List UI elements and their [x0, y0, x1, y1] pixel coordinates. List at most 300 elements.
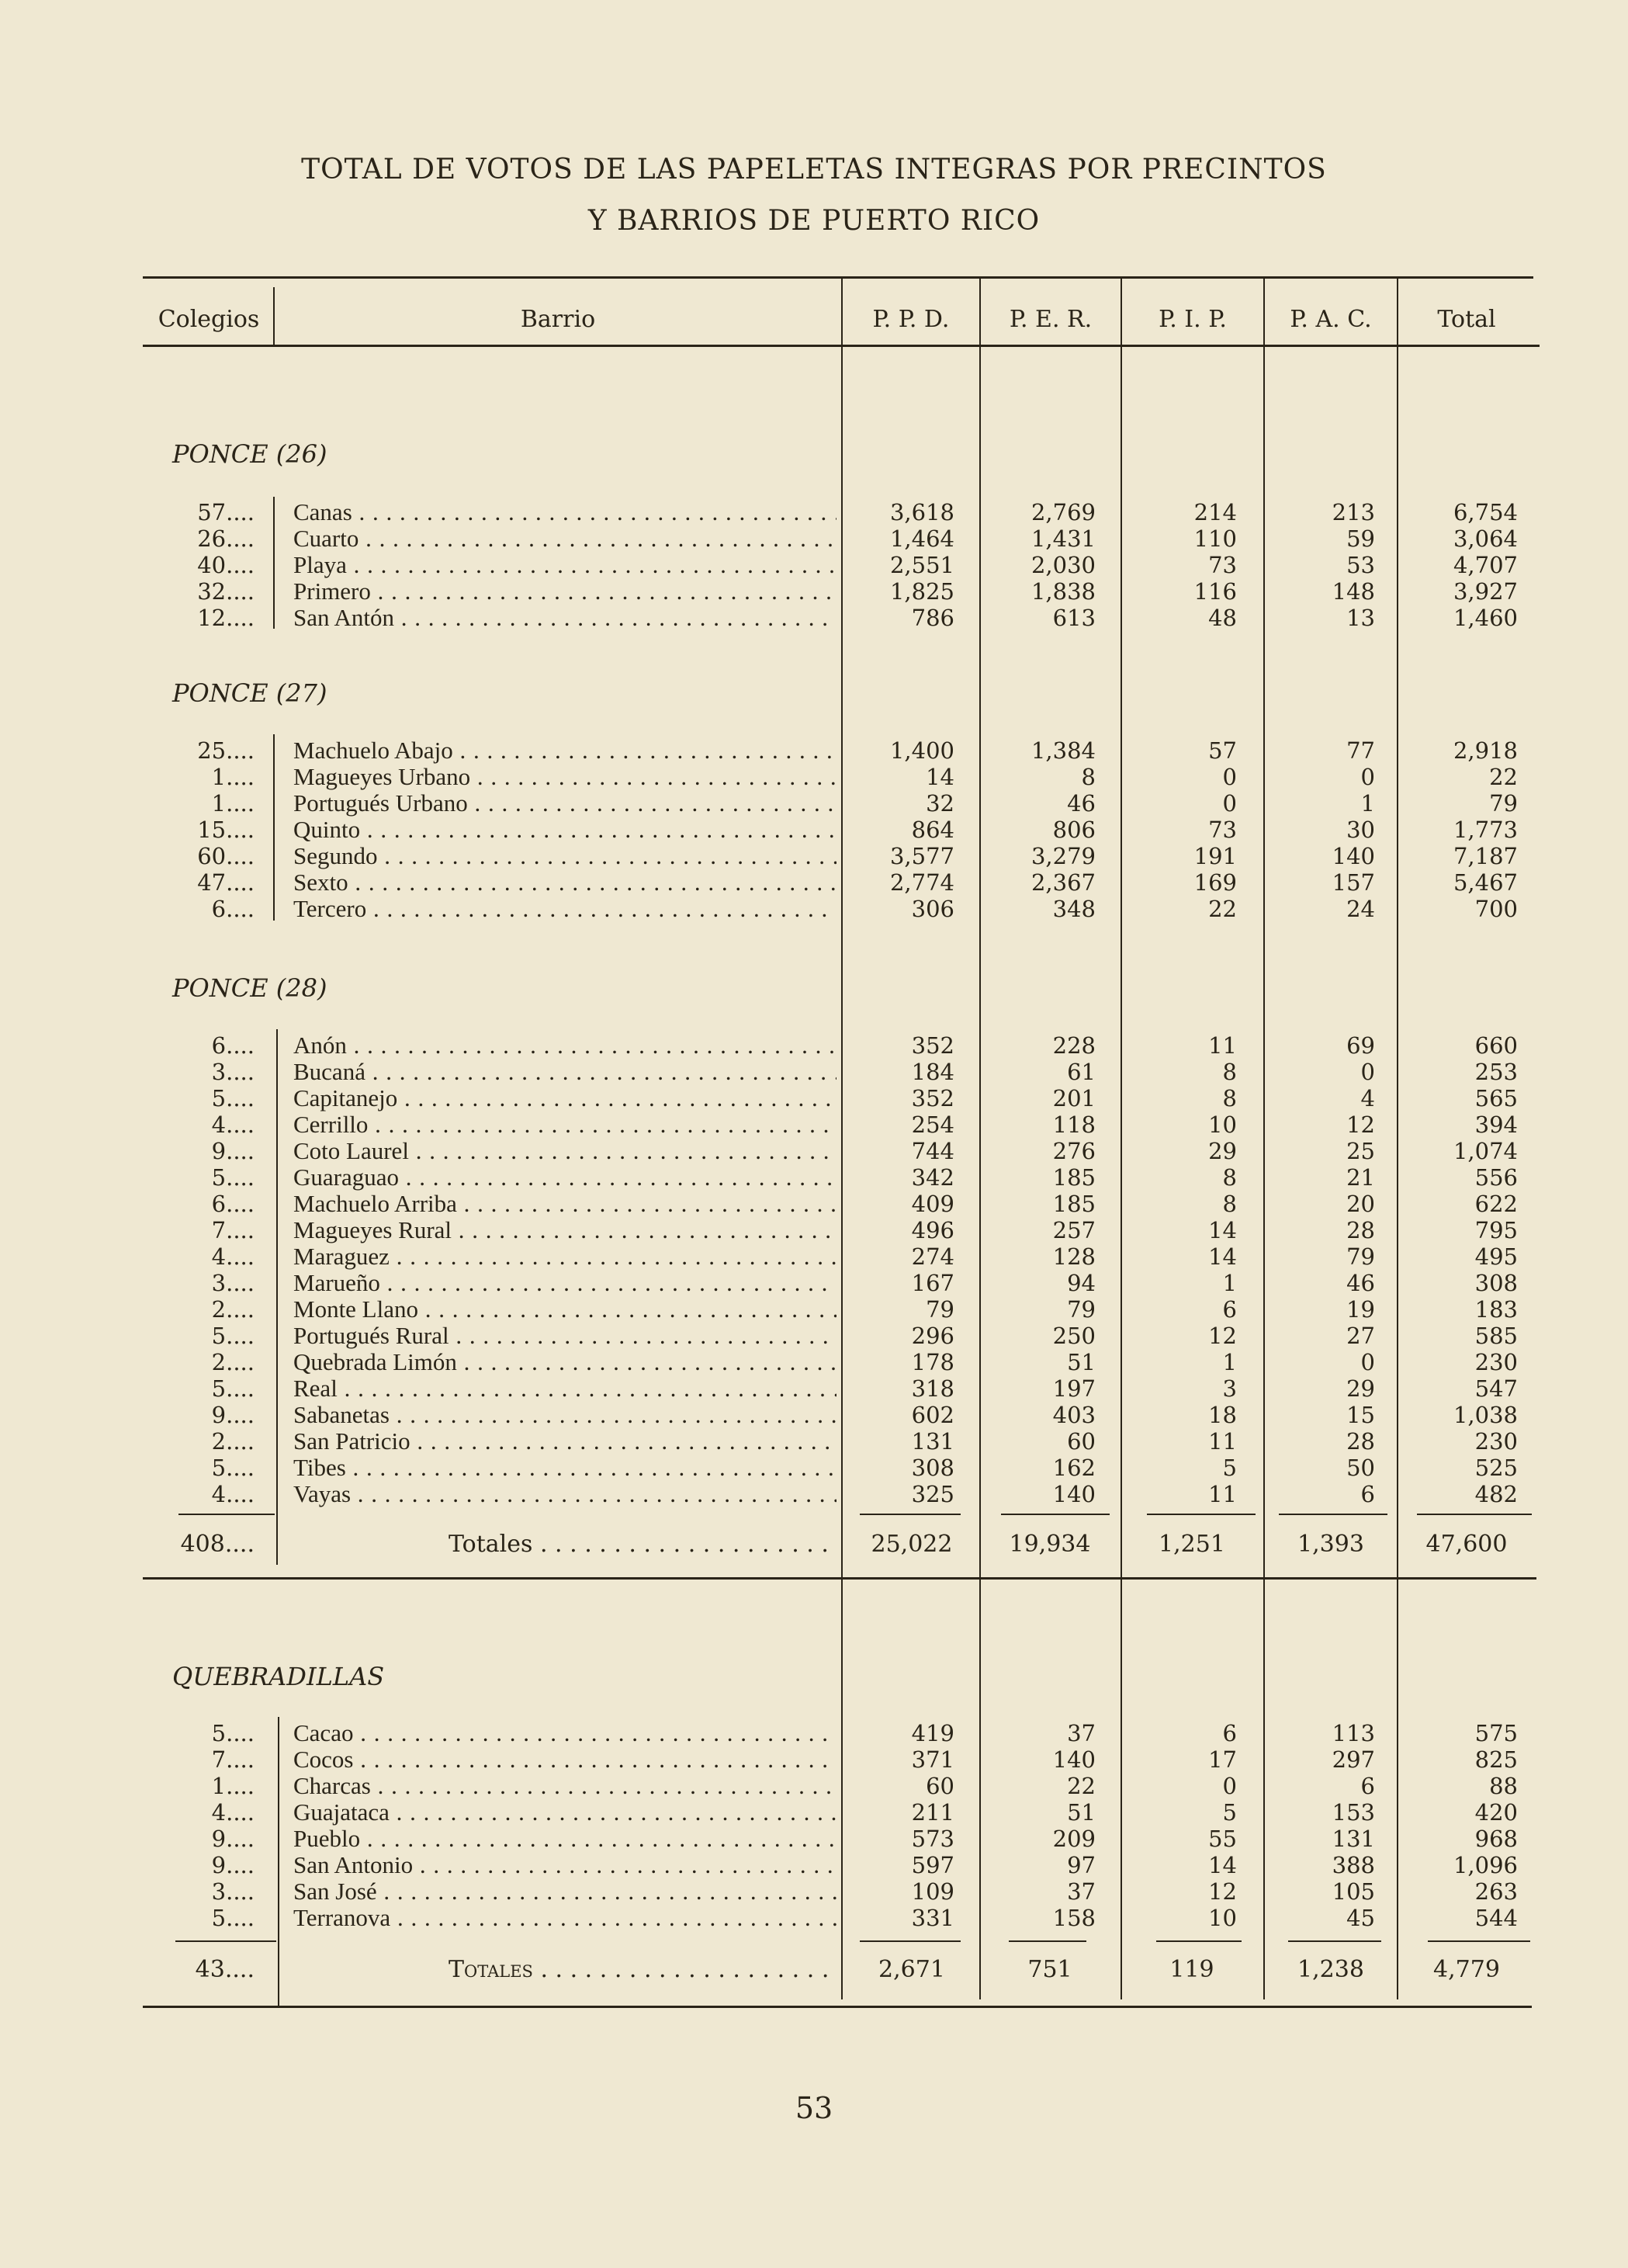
row-barrio: Cerrillo . . .: [293, 1111, 837, 1138]
row-pip: 11: [1208, 1481, 1237, 1507]
row-total: 6,754: [1453, 499, 1518, 525]
row-per: 46: [1067, 790, 1096, 817]
row-pip: 169: [1193, 869, 1237, 896]
row-ppd: 409: [911, 1191, 954, 1217]
table-row: [0, 1323, 1628, 1349]
row-total: 7,187: [1453, 843, 1518, 869]
row-per: 162: [1052, 1455, 1096, 1481]
row-pip: 57: [1208, 737, 1237, 764]
row-barrio: Magueyes Rural . . .: [293, 1217, 837, 1243]
table-row: [0, 1878, 1628, 1905]
row-per: 348: [1052, 896, 1096, 922]
row-total: 3,927: [1453, 578, 1518, 605]
section-heading: QUEBRADILLAS: [172, 1662, 385, 1691]
table-row: [0, 1746, 1628, 1773]
row-per: 276: [1052, 1138, 1096, 1164]
subtotal-rule: [860, 1514, 961, 1515]
row-pip: 12: [1208, 1878, 1237, 1905]
row-barrio: Terranova . . .: [293, 1905, 837, 1931]
row-per: 140: [1052, 1746, 1096, 1773]
row-ppd: 419: [911, 1720, 954, 1746]
row-pac: 28: [1346, 1428, 1375, 1455]
row-pac: 6: [1360, 1773, 1375, 1799]
row-pac: 153: [1332, 1799, 1375, 1826]
totals-ppd: 2,671: [878, 1956, 945, 1983]
row-total: 88: [1489, 1773, 1518, 1799]
document-subtitle: Y BARRIOS DE PUERTO RICO: [587, 205, 1041, 237]
table-row: [0, 1852, 1628, 1878]
row-pac: 13: [1346, 605, 1375, 631]
row-ppd: 306: [911, 896, 954, 922]
row-barrio: Segundo . . .: [293, 843, 837, 869]
row-per: 197: [1052, 1375, 1096, 1402]
table-row: [0, 764, 1628, 790]
row-pip: 14: [1208, 1852, 1237, 1878]
table-row: [0, 1720, 1628, 1746]
row-pac: 45: [1346, 1905, 1375, 1931]
row-per: 2,769: [1030, 499, 1096, 525]
row-ppd: 1,464: [889, 525, 954, 552]
row-barrio: Pueblo . . .: [293, 1826, 837, 1852]
row-pip: 14: [1208, 1243, 1237, 1270]
row-pip: 0: [1222, 764, 1237, 790]
row-per: 257: [1052, 1217, 1096, 1243]
row-total: 1,773: [1453, 817, 1518, 843]
row-barrio: Magueyes Urbano . . .: [293, 764, 837, 790]
row-barrio: Charcas . . .: [293, 1773, 837, 1799]
row-barrio: Quinto . . .: [293, 817, 837, 843]
row-barrio: Cocos . . .: [293, 1746, 837, 1773]
row-per: 201: [1052, 1085, 1096, 1111]
header-pac: P. A. C.: [1290, 306, 1372, 333]
row-colegios: 6 ....: [147, 1191, 255, 1217]
row-per: 2,367: [1030, 869, 1096, 896]
row-total: 825: [1474, 1746, 1518, 1773]
row-ppd: 60: [926, 1773, 954, 1799]
row-barrio: Playa . . .: [293, 552, 837, 578]
totals-pip: 119: [1169, 1956, 1214, 1983]
row-ppd: 318: [911, 1375, 954, 1402]
row-barrio: Machuelo Abajo . . .: [293, 737, 837, 764]
table-row: [0, 1773, 1628, 1799]
row-barrio: Quebrada Limón . . .: [293, 1349, 837, 1375]
row-pip: 10: [1208, 1905, 1237, 1931]
row-colegios: 57 ....: [147, 499, 255, 525]
row-pip: 214: [1193, 499, 1237, 525]
row-per: 403: [1052, 1402, 1096, 1428]
row-total: 622: [1474, 1191, 1518, 1217]
row-pac: 30: [1346, 817, 1375, 843]
row-pac: 140: [1332, 843, 1375, 869]
row-total: 547: [1474, 1375, 1518, 1402]
row-per: 158: [1052, 1905, 1096, 1931]
row-pac: 25: [1346, 1138, 1375, 1164]
row-pip: 6: [1222, 1720, 1237, 1746]
row-barrio: Anón . . .: [293, 1032, 837, 1059]
row-per: 61: [1067, 1059, 1096, 1085]
row-pip: 14: [1208, 1217, 1237, 1243]
row-ppd: 3,577: [889, 843, 954, 869]
row-total: 253: [1474, 1059, 1518, 1085]
header-barrio: Barrio: [520, 306, 596, 333]
row-barrio: Real . . .: [293, 1375, 837, 1402]
row-colegios: 7 ....: [147, 1217, 255, 1243]
row-ppd: 573: [911, 1826, 954, 1852]
header-colegios: Colegios: [158, 306, 260, 333]
row-ppd: 602: [911, 1402, 954, 1428]
row-ppd: 109: [911, 1878, 954, 1905]
row-pac: 105: [1332, 1878, 1375, 1905]
row-total: 1,096: [1453, 1852, 1518, 1878]
row-pip: 10: [1208, 1111, 1237, 1138]
row-pac: 50: [1346, 1455, 1375, 1481]
row-ppd: 308: [911, 1455, 954, 1481]
header-per: P. E. R.: [1009, 306, 1093, 333]
table-row: [0, 1402, 1628, 1428]
row-barrio: Primero . . .: [293, 578, 837, 605]
row-colegios: 1 ....: [147, 764, 255, 790]
row-ppd: 296: [911, 1323, 954, 1349]
row-per: 60: [1067, 1428, 1096, 1455]
row-barrio: Bucaná . . .: [293, 1059, 837, 1085]
row-total: 700: [1474, 896, 1518, 922]
totals-row-quebradillas: [0, 1948, 1628, 1992]
row-colegios: 60 ....: [147, 843, 255, 869]
totals-total: 47,600: [1425, 1531, 1508, 1558]
row-pac: 131: [1332, 1826, 1375, 1852]
row-total: 230: [1474, 1349, 1518, 1375]
row-pip: 22: [1208, 896, 1237, 922]
row-pip: 6: [1222, 1296, 1237, 1323]
row-ppd: 786: [911, 605, 954, 631]
row-colegios: 25 ....: [147, 737, 255, 764]
row-pip: 11: [1208, 1032, 1237, 1059]
row-per: 118: [1052, 1111, 1096, 1138]
row-colegios: 4 ....: [147, 1481, 255, 1507]
row-pip: 8: [1222, 1085, 1237, 1111]
row-barrio: Sabanetas . . .: [293, 1402, 837, 1428]
row-ppd: 744: [911, 1138, 954, 1164]
row-colegios: 3 ....: [147, 1878, 255, 1905]
row-colegios: 5 ....: [147, 1455, 255, 1481]
row-total: 544: [1474, 1905, 1518, 1931]
row-ppd: 254: [911, 1111, 954, 1138]
row-total: 308: [1474, 1270, 1518, 1296]
row-colegios: 5 ....: [147, 1905, 255, 1931]
table-row: [0, 817, 1628, 843]
table-row: [0, 1164, 1628, 1191]
subtotal-rule: [1428, 1940, 1530, 1942]
row-pip: 0: [1222, 790, 1237, 817]
row-pip: 29: [1208, 1138, 1237, 1164]
totals-rule: [143, 1577, 1536, 1580]
row-per: 51: [1067, 1799, 1096, 1826]
row-colegios: 32 ....: [147, 578, 255, 605]
row-pac: 6: [1360, 1481, 1375, 1507]
header-divider: [273, 287, 275, 346]
row-colegios: 47 ....: [147, 869, 255, 896]
row-per: 613: [1052, 605, 1096, 631]
row-pip: 12: [1208, 1323, 1237, 1349]
row-pac: 29: [1346, 1375, 1375, 1402]
row-colegios: 5 ....: [147, 1720, 255, 1746]
subtotal-rule: [1147, 1514, 1256, 1515]
row-pac: 69: [1346, 1032, 1375, 1059]
row-ppd: 211: [911, 1799, 954, 1826]
row-barrio: Monte Llano . . .: [293, 1296, 837, 1323]
row-pac: 79: [1346, 1243, 1375, 1270]
row-pip: 5: [1222, 1455, 1237, 1481]
row-colegios: 4 ....: [147, 1243, 255, 1270]
row-per: 185: [1052, 1164, 1096, 1191]
row-total: 482: [1474, 1481, 1518, 1507]
totals-colegios: 408 ....: [147, 1523, 255, 1566]
totals-per: 19,934: [1009, 1531, 1091, 1558]
table-row: [0, 1375, 1628, 1402]
row-barrio: San Patricio . . .: [293, 1428, 837, 1455]
row-pip: 18: [1208, 1402, 1237, 1428]
table-row: [0, 1270, 1628, 1296]
row-pip: 1: [1222, 1270, 1237, 1296]
table-row: [0, 1481, 1628, 1507]
row-colegios: 5 ....: [147, 1164, 255, 1191]
row-pac: 0: [1360, 1349, 1375, 1375]
table-row: [0, 1243, 1628, 1270]
row-total: 183: [1474, 1296, 1518, 1323]
row-ppd: 325: [911, 1481, 954, 1507]
header-total: Total: [1437, 306, 1496, 333]
row-total: 660: [1474, 1032, 1518, 1059]
row-colegios: 9 ....: [147, 1826, 255, 1852]
row-per: 79: [1067, 1296, 1096, 1323]
row-total: 4,707: [1453, 552, 1518, 578]
row-total: 556: [1474, 1164, 1518, 1191]
row-total: 565: [1474, 1085, 1518, 1111]
row-barrio: Tibes . . .: [293, 1455, 837, 1481]
subtotal-rule: [1009, 1940, 1086, 1942]
row-per: 250: [1052, 1323, 1096, 1349]
row-pac: 24: [1346, 896, 1375, 922]
row-pac: 15: [1346, 1402, 1375, 1428]
row-per: 228: [1052, 1032, 1096, 1059]
row-colegios: 3 ....: [147, 1270, 255, 1296]
row-per: 2,030: [1030, 552, 1096, 578]
row-pac: 77: [1346, 737, 1375, 764]
row-ppd: 167: [911, 1270, 954, 1296]
row-colegios: 26 ....: [147, 525, 255, 552]
table-row: [0, 1455, 1628, 1481]
row-per: 1,838: [1030, 578, 1096, 605]
row-barrio: San Antón . . .: [293, 605, 837, 631]
row-total: 420: [1474, 1799, 1518, 1826]
row-pac: 59: [1346, 525, 1375, 552]
row-pac: 157: [1332, 869, 1375, 896]
row-pip: 8: [1222, 1059, 1237, 1085]
row-per: 8: [1081, 764, 1096, 790]
row-per: 1,431: [1030, 525, 1096, 552]
totals-label: Totales . . .: [293, 1523, 837, 1566]
subtotal-rule: [1417, 1514, 1532, 1515]
row-total: 495: [1474, 1243, 1518, 1270]
table-row: [0, 790, 1628, 817]
row-colegios: 40 ....: [147, 552, 255, 578]
section-heading: PONCE (27): [172, 678, 327, 708]
row-per: 209: [1052, 1826, 1096, 1852]
row-colegios: 7 ....: [147, 1746, 255, 1773]
row-barrio: Guaraguao . . .: [293, 1164, 837, 1191]
row-barrio: Maraguez . . .: [293, 1243, 837, 1270]
row-ppd: 352: [911, 1032, 954, 1059]
row-pac: 148: [1332, 578, 1375, 605]
row-colegios: 9 ....: [147, 1852, 255, 1878]
row-per: 3,279: [1030, 843, 1096, 869]
row-barrio: Coto Laurel . . .: [293, 1138, 837, 1164]
row-pac: 0: [1360, 764, 1375, 790]
row-pip: 1: [1222, 1349, 1237, 1375]
row-pac: 297: [1332, 1746, 1375, 1773]
row-barrio: Cacao . . .: [293, 1720, 837, 1746]
row-total: 394: [1474, 1111, 1518, 1138]
row-colegios: 6 ....: [147, 896, 255, 922]
row-colegios: 2 ....: [147, 1428, 255, 1455]
table-row: [0, 499, 1628, 525]
table-row: [0, 525, 1628, 552]
row-total: 795: [1474, 1217, 1518, 1243]
totals-ppd: 25,022: [871, 1531, 953, 1558]
row-pip: 0: [1222, 1773, 1237, 1799]
row-colegios: 2 ....: [147, 1296, 255, 1323]
table-top-rule: [143, 276, 1533, 279]
totals-pac: 1,393: [1297, 1531, 1364, 1558]
row-colegios: 12 ....: [147, 605, 255, 631]
row-ppd: 32: [926, 790, 954, 817]
row-ppd: 496: [911, 1217, 954, 1243]
row-per: 51: [1067, 1349, 1096, 1375]
row-colegios: 2 ....: [147, 1349, 255, 1375]
row-per: 97: [1067, 1852, 1096, 1878]
row-ppd: 2,551: [889, 552, 954, 578]
row-pac: 19: [1346, 1296, 1375, 1323]
row-total: 2,918: [1453, 737, 1518, 764]
row-total: 525: [1474, 1455, 1518, 1481]
row-total: 585: [1474, 1323, 1518, 1349]
row-per: 128: [1052, 1243, 1096, 1270]
row-pip: 116: [1193, 578, 1237, 605]
row-ppd: 342: [911, 1164, 954, 1191]
row-ppd: 864: [911, 817, 954, 843]
row-ppd: 371: [911, 1746, 954, 1773]
row-total: 263: [1474, 1878, 1518, 1905]
table-row: [0, 1826, 1628, 1852]
header-pip: P. I. P.: [1159, 306, 1227, 333]
table-row: [0, 1138, 1628, 1164]
subtotal-rule: [1156, 1940, 1242, 1942]
row-barrio: Cuarto . . .: [293, 525, 837, 552]
row-per: 22: [1067, 1773, 1096, 1799]
row-ppd: 79: [926, 1296, 954, 1323]
row-pip: 48: [1208, 605, 1237, 631]
table-row: [0, 578, 1628, 605]
row-pac: 20: [1346, 1191, 1375, 1217]
row-ppd: 1,825: [889, 578, 954, 605]
row-colegios: 4 ....: [147, 1111, 255, 1138]
row-barrio: Marueño . . .: [293, 1270, 837, 1296]
totals-per: 751: [1027, 1956, 1072, 1983]
row-pip: 8: [1222, 1191, 1237, 1217]
totals-total: 4,779: [1433, 1956, 1500, 1983]
row-pac: 12: [1346, 1111, 1375, 1138]
row-colegios: 5 ....: [147, 1085, 255, 1111]
row-pac: 0: [1360, 1059, 1375, 1085]
table-row: [0, 1111, 1628, 1138]
subtotal-rule: [1288, 1940, 1381, 1942]
section-heading: PONCE (28): [172, 973, 327, 1003]
table-row: [0, 1799, 1628, 1826]
row-total: 575: [1474, 1720, 1518, 1746]
totals-colegios: 43 ....: [147, 1948, 255, 1992]
row-pac: 46: [1346, 1270, 1375, 1296]
row-barrio: Capitanejo . . .: [293, 1085, 837, 1111]
row-ppd: 178: [911, 1349, 954, 1375]
row-pip: 5: [1222, 1799, 1237, 1826]
row-ppd: 331: [911, 1905, 954, 1931]
totals-label: Totales . . .: [293, 1948, 837, 1992]
row-per: 140: [1052, 1481, 1096, 1507]
row-barrio: Vayas . . .: [293, 1481, 837, 1507]
table-row: [0, 1905, 1628, 1931]
row-total: 968: [1474, 1826, 1518, 1852]
totals-pip: 1,251: [1159, 1531, 1225, 1558]
table-row: [0, 1032, 1628, 1059]
row-colegios: 1 ....: [147, 1773, 255, 1799]
row-per: 37: [1067, 1878, 1096, 1905]
page-number: 53: [795, 2091, 833, 2125]
row-ppd: 184: [911, 1059, 954, 1085]
row-per: 185: [1052, 1191, 1096, 1217]
row-pac: 213: [1332, 499, 1375, 525]
subtotal-rule: [860, 1940, 961, 1942]
subtotal-rule: [175, 1940, 276, 1942]
row-pip: 17: [1208, 1746, 1237, 1773]
subtotal-rule: [178, 1514, 275, 1515]
row-barrio: Portugués Urbano . . .: [293, 790, 837, 817]
row-barrio: Tercero . . .: [293, 896, 837, 922]
row-colegios: 1 ....: [147, 790, 255, 817]
row-barrio: Machuelo Arriba . . .: [293, 1191, 837, 1217]
document-title: TOTAL DE VOTOS DE LAS PAPELETAS INTEGRAS POR PRECINTOS: [301, 154, 1327, 186]
row-pip: 191: [1193, 843, 1237, 869]
row-ppd: 597: [911, 1852, 954, 1878]
subtotal-rule: [1001, 1514, 1110, 1515]
row-total: 230: [1474, 1428, 1518, 1455]
row-ppd: 14: [926, 764, 954, 790]
row-barrio: Guajataca . . .: [293, 1799, 837, 1826]
row-total: 1,038: [1453, 1402, 1518, 1428]
row-barrio: Portugués Rural . . .: [293, 1323, 837, 1349]
row-pip: 3: [1222, 1375, 1237, 1402]
table-row: [0, 737, 1628, 764]
table-row: [0, 869, 1628, 896]
row-pip: 11: [1208, 1428, 1237, 1455]
row-colegios: 9 ....: [147, 1402, 255, 1428]
row-barrio: Sexto . . .: [293, 869, 837, 896]
row-colegios: 5 ....: [147, 1323, 255, 1349]
row-per: 37: [1067, 1720, 1096, 1746]
subtotal-rule: [1279, 1514, 1387, 1515]
row-total: 22: [1489, 764, 1518, 790]
row-pac: 113: [1332, 1720, 1375, 1746]
row-total: 1,460: [1453, 605, 1518, 631]
